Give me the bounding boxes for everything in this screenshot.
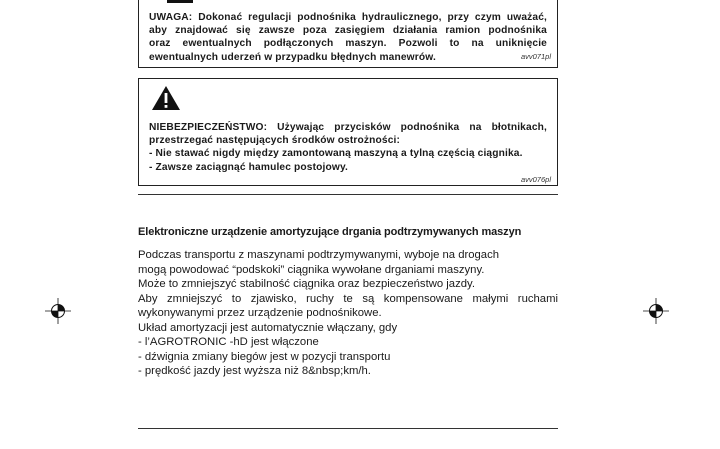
caution-notice-text: [149, 11, 547, 64]
caution-icon-stub: [167, 0, 193, 3]
registration-mark-icon: [45, 298, 71, 324]
danger-line: NIEBEZPIECZEŃSTWO: Używając przycisków podnośnika na błotnikach,: [149, 122, 547, 133]
caution-line: ewentualnych uderzeń w przypadku błędnych manewrów.: [149, 51, 436, 63]
section-title: Elektroniczne urządzenie amortyzujące drgania podtrzymywanych maszyn: [138, 226, 522, 238]
danger-line: - Nie stawać nigdy między zamontowaną maszyną a tylną częścią ciągnika.: [149, 148, 523, 160]
caution-line: UWAGA: Dokonać regulacji podnośnika hydraulicznego, przy czym uważać,: [149, 12, 547, 23]
section-divider-top: [138, 194, 558, 195]
body-line: Może to zmniejszyć stabilność ciągnika oraz bezpieczeństwo jazdy.: [138, 278, 475, 290]
body-line: mogą powodować “podskoki” ciągnika wywołane drganiami maszyny.: [138, 263, 485, 276]
danger-notice-box: [138, 78, 558, 186]
registration-mark-icon: [643, 298, 669, 324]
body-line: - prędkość jazdy jest wyższa niż 8&nbsp;km/h.: [138, 365, 371, 377]
caution-line: aby znajdować się zawsze poza zasięgiem działania ramion podnośnika: [149, 25, 547, 37]
body-line: - dźwignia zmiany biegów jest w pozycji transportu: [138, 350, 391, 363]
body-line: wykonywanymi przez urządzenie podnośnikowe.: [138, 307, 382, 319]
caution-notice-box: [138, 0, 558, 68]
danger-code: avv076pl: [520, 175, 551, 184]
section-body: [138, 248, 558, 379]
section-divider-bottom: [138, 428, 558, 429]
danger-line: - Zawsze zaciągnąć hamulec postojowy.: [149, 161, 348, 173]
body-line: - l’AGROTRONIC -hD jest włączone: [138, 336, 319, 348]
danger-line: przestrzegać następujących środków ostrożności:: [149, 135, 401, 147]
body-line: Podczas transportu z maszynami podtrzymywanymi, wyboje na drogach: [138, 249, 500, 261]
body-line: Układ amortyzacji jest automatycznie włączany, gdy: [138, 321, 398, 334]
danger-notice-text: [149, 121, 547, 174]
body-line: Aby zmniejszyć to zjawisko, ruchy te są kompensowane małymi ruchami: [138, 292, 558, 305]
warning-triangle-icon: [151, 85, 181, 111]
caution-line: oraz ewentualnych podłączonych maszyn. Pozwoli to na uniknięcie: [149, 38, 547, 50]
caution-code: avv071pl: [520, 52, 551, 61]
